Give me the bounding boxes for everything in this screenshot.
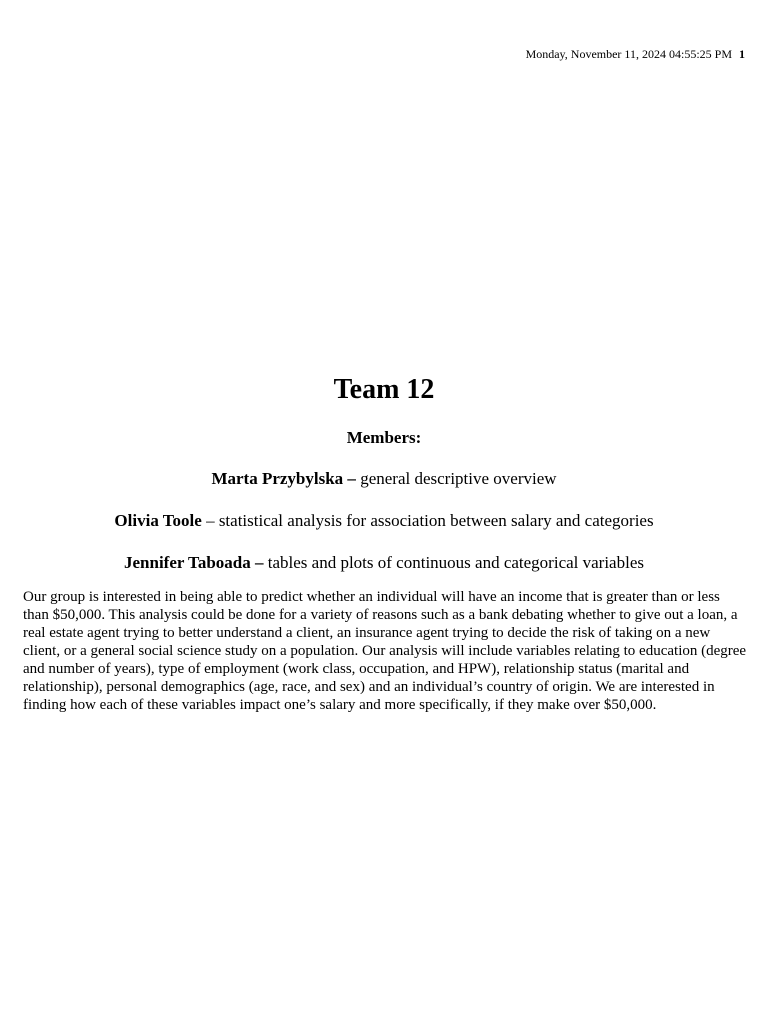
members-heading: Members: xyxy=(346,428,422,447)
member-item xyxy=(0,468,768,490)
member-name: Marta Przybylska – xyxy=(211,469,356,488)
member-role: tables and plots of continuous and categorical variables xyxy=(263,553,644,572)
member-name: Jennifer Taboada – xyxy=(123,553,264,572)
member-role: general descriptive overview xyxy=(355,469,557,488)
member-role: – statistical analysis for association between salary and categories xyxy=(201,511,654,530)
header-timestamp: Monday, November 11, 2024 04:55:25 PM xyxy=(525,47,732,61)
body-paragraph: Our group is interested in being able to predict whether an individual will have an income that is greater than or less than $50,000. This analysis could be done for a variety of reasons such as a bank debating whether to give out a loan, a real estate agent trying to better understand a client, an insurance agent trying to decide the risk of taking on a new client, or a general social science study on a population. Our analysis will include variables relating to education (degree and number of years), type of employment (work class, occupation, and HPW), relationship status (marital and relationship), personal demographics (age, race, and sex) and an individual’s country of origin. We are interested in finding how each of these variables impact one’s salary and more specifically, if they make over $50,000. xyxy=(23,589,747,713)
page-number: 1 xyxy=(739,47,745,61)
page-header xyxy=(526,46,745,62)
member-item xyxy=(0,552,768,574)
member-name: Olivia Toole xyxy=(114,511,202,530)
member-item xyxy=(0,510,768,532)
page-title: Team 12 xyxy=(333,374,435,405)
